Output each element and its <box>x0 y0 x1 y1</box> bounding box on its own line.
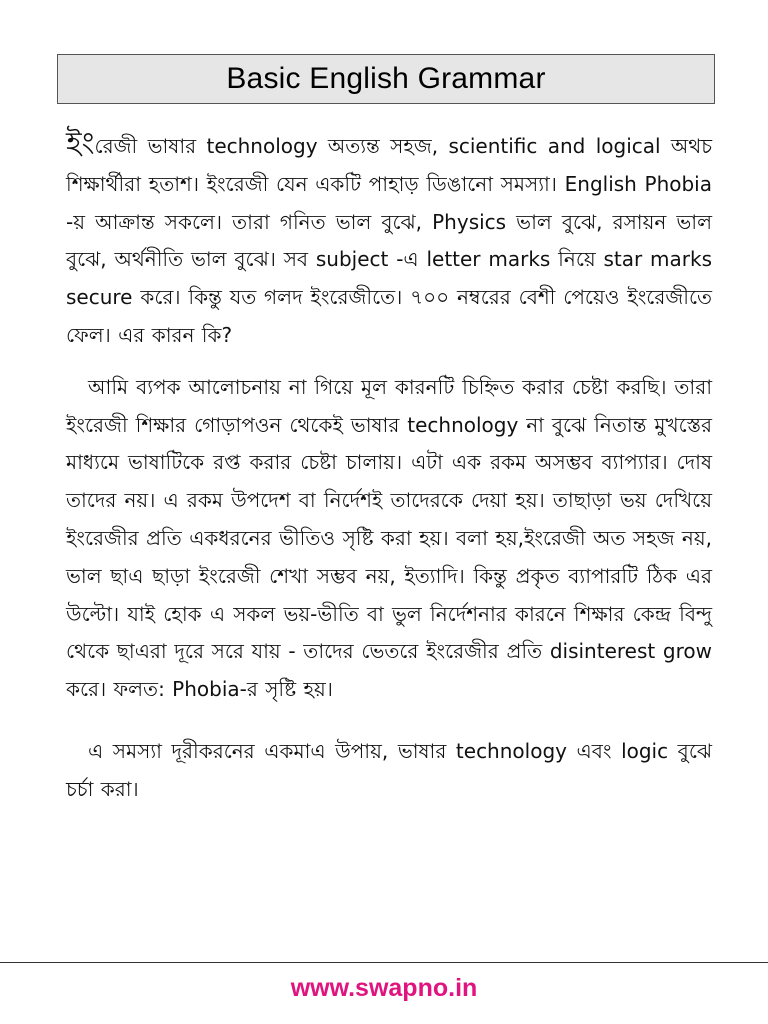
paragraph-3: এ সমস্যা দূরীকরনের একমাএ উপায়, ভাষার technology এবং logic বুঝে চর্চা করা। <box>66 738 712 801</box>
paragraph-1-dropcap: ইং <box>66 126 95 161</box>
paragraph-1-text: রেজী ভাষার technology অত্যন্ত সহজ, scientific and logical অথচ শিক্ষার্থীরা হতাশ। ইংরেজী যেন একটি পাহাড় ডিঙানো সমস্যা। English Phobia -য় আক্রান্ত সকলে। তারা গনিত ভাল বুঝে, Physics ভাল বুঝে, রসায়ন ভাল বুঝে, অর্থনীতি ভাল বুঝে। সব subject -এ letter marks নিয়ে star marks secure করে। কিন্তু যত গলদ ইংরেজীতে। ৭০০ নম্বরের বেশী পেয়েও ইংরেজীতে ফেল। এর কারন কি? <box>66 134 712 347</box>
paragraph-2: আমি ব্যপক আলোচনায় না গিয়ে মূল কারনটি চিহ্নিত করার চেষ্টা করছি। তারা ইংরেজী শিক্ষার গোড়াপওন থেকেই ভাষার technology না বুঝে নিতান্ত মুখস্তের মাধ্যমে ভাষাটিকে রপ্ত করার চেষ্টা চালায়। এটা এক রকম অসম্ভব ব্যাপ্যার। দোষ তাদের নয়। এ রকম উপদেশ বা নির্দেশই তাদেরকে দেয়া হয়। তাছাড়া ভয় দেখিয়ে ইংরেজীর প্রতি একধরনের ভীতিও সৃষ্টি করা হয়। বলা হয়,ইংরেজী অত সহজ নয়, ভাল ছাএ ছাড়া ইংরেজী শেখা সম্ভব নয়, ইত্যাদি। কিন্তু প্রকৃত ব্যাপারটি ঠিক এর উল্টো। যাই হোক এ সকল ভয়-ভীতি বা ভুল নির্দেশনার কারনে শিক্ষার কেন্দ্র বিন্দু থেকে ছাএরা দূরে সরে যায় - তাদের ভেতরে ইংরেজীর প্রতি disinterest grow করে। ফলত: Phobia-র সৃষ্টি হয়। <box>66 374 712 702</box>
footer-divider <box>0 962 768 963</box>
page-title: Basic English Grammar <box>226 62 546 95</box>
title-box <box>57 54 715 104</box>
article-body <box>66 128 712 809</box>
footer-website-link[interactable]: www.swapno.in <box>290 974 478 1002</box>
paragraph-1 <box>66 128 712 355</box>
